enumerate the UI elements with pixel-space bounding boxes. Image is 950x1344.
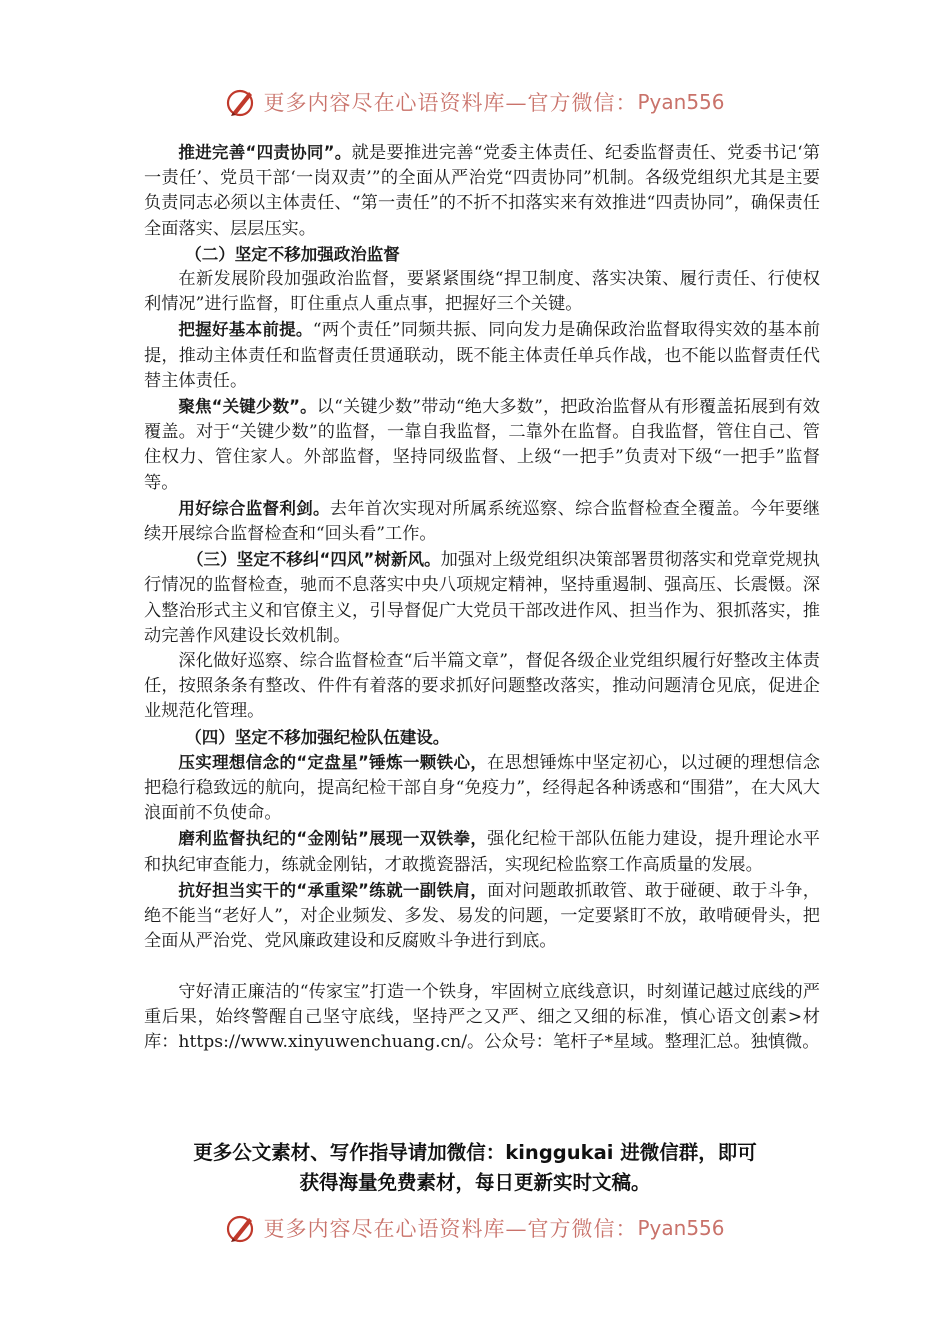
pen-logo-icon [225,1212,257,1244]
banner-wechat-id: Pyan556 [637,90,725,114]
paragraph [144,140,820,242]
paragraph-text: 面对问题敢抓敢管、敢于碰硬、敢于斗争，绝不能当“老好人”，对企业频发、多发、易发的问题，一定要紧盯不放，敢啃硬骨头，把全面从严治党、党风廉政建设和反腐败斗争进行到底。 [144,880,820,952]
paragraph-text: 以“关键少数”带动“绝大多数”，把政治监督从有形覆盖拓展到有效覆盖。对于“关键少数”的监督，一靠自我监督，二靠外在监督。自我监督，管住自己、管住权力、管住家人。外部监督，坚持同级监督、上级“一把手”负责对下级“一把手”监督等。 [144,397,820,493]
paragraph-lead: 抗好担当实干的“承重梁”练就一副铁肩， [178,880,488,900]
paragraph [144,394,820,496]
banner-text: 更多内容尽在心语资料库—官方微信： [263,1217,638,1241]
section-heading: （三）坚定不移纠“四风”树新风。 [187,550,441,570]
paragraph-text: 强化纪检干部队伍能力建设，提升理论水平和执纪审查能力，练就金刚钻，才敢揽瓷器活，实现纪检监察工作高质量的发展。 [144,829,820,875]
paragraph-lead: 推进完善“四责协同”。 [178,143,352,162]
banner-text: 更多内容尽在心语资料库—官方微信： [263,91,638,115]
header-banner [0,82,950,122]
promo-line-2: 获得海量免费素材，每日更新实时文稿。 [299,1171,651,1194]
paragraph-lead: 压实理想信念的“定盘星”锤炼一颗铁心， [178,752,488,772]
paragraph [144,496,820,547]
paragraph [144,826,820,877]
paragraph: 深化做好巡察、综合监督检查“后半篇文章”，督促各级企业党组织履行好整改主体责任，按照条条有整改、件件有着落的要求抓好问题整改落实，推动问题清仓见底，促进企业规范化管理。 [144,651,820,722]
paragraph [144,750,820,827]
footer-banner [0,1208,950,1248]
paragraph-lead: 磨利监督执纪的“金刚钻”展现一双铁拳， [178,829,488,849]
paragraph-lead: 用好综合监督利剑。 [178,498,330,518]
paragraph-text: 去年首次实现对所属系统巡察、综合监督检查全覆盖。今年要继续开展综合监督检查和“回头看”工作。 [144,498,820,545]
promo-notice [120,1138,830,1198]
paragraph-lead: 聚焦“关键少数”。 [178,397,317,417]
paragraph: 在新发展阶段加强政治监督，要紧紧围绕“捍卫制度、落实决策、履行责任、行使权利情况”进行监督，盯住重点人重点事，把握好三个关键。 [144,269,820,315]
paragraph [144,878,820,955]
paragraph-text: 加强对上级党组织决策部署贯彻落实和党章党规执行情况的监督检查，驰而不息落实中央八项规定精神，坚持重遏制、强高压、长震慑。深入整治形式主义和官僚主义，引导督促广大党员干部改进作风、担当作为、狠抓落实，推动完善作风建设长效机制。 [144,550,820,646]
paragraph: 守好清正廉洁的“传家宝”打造一个铁身，牢固树立底线意识，时刻谨记越过底线的严重后果，始终警醒自己坚守底线，坚持严之又严、细之又细的标准，慎心语文创素>材库：https://www.xinyuwenchuang.cn/。公众号：笔杆子*星域。整理汇总。独慎微。 [144,981,820,1052]
paragraph-text: 就是要推进完善“党委主体责任、纪委监督责任、党委书记‘第一责任’、党员干部‘一岗双责’”的全面从严治党“四责协同”机制。各级党组织尤其是主要负责同志必须以主体责任、“第一责任”的不折不扣落实来有效推进“四责协同”，确保责任全面落实、层层压实。 [144,143,820,239]
pen-logo-icon [225,86,257,118]
paragraph-lead: 把握好基本前提。 [178,320,313,340]
paragraph-text: 在思想锤炼中坚定初心，以过硬的理想信念把稳行稳致远的航向，提高纪检干部自身“免疫力”，经得起各种诱惑和“围猎”，在大风大浪面前不负使命。 [144,752,820,824]
section-heading: （二）坚定不移加强政治监督 [185,244,400,264]
paragraph-text: “两个责任”同频共振、同向发力是确保政治监督取得实效的基本前提，推动主体责任和监督责任贯通联动，既不能主体责任单兵作战，也不能以监督责任代替主体责任。 [144,320,821,391]
section-heading: （四）坚定不移加强纪检队伍建设。 [185,727,450,747]
promo-line-1: 更多公文素材、写作指导请加微信：kinggukai 进微信群，即可 [193,1141,757,1164]
paragraph [144,547,820,649]
document-body [144,140,820,1055]
banner-wechat-id: Pyan556 [637,1216,725,1240]
paragraph [144,317,820,394]
